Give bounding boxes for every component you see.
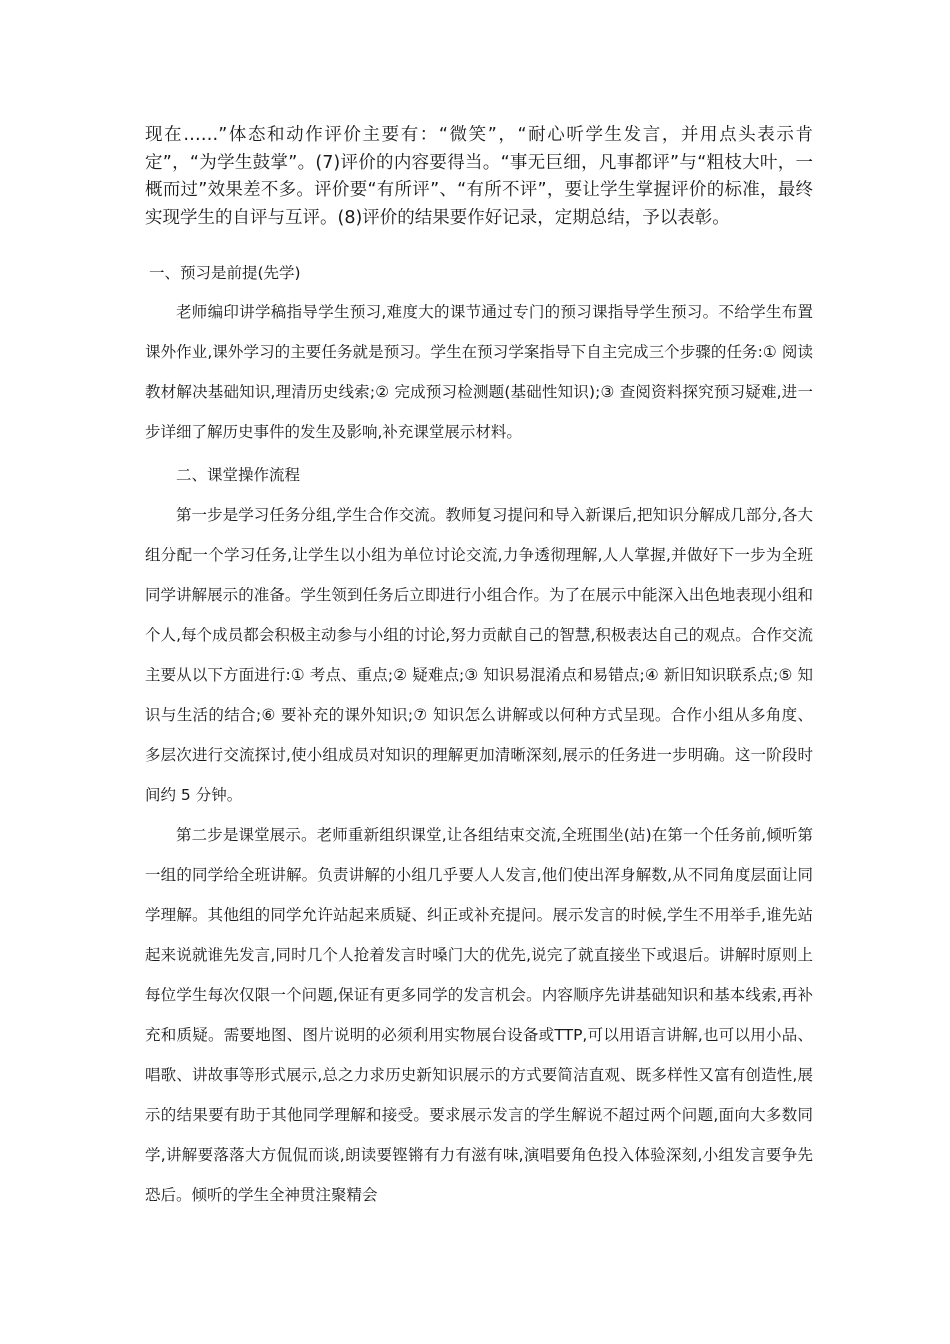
intro-paragraph: 现在……”体态和动作评价主要有：“微笑”，“耐心听学生发言，并用点头表示肯定”，“为学生鼓掌”。(7)评价的内容要得当。“事无巨细，凡事都评”与“粗枝大叶，一概而过”效果差不多。评价要“有所评”、“有所不评”，要让学生掌握评价的标准，最终实现学生的自评与互评。(8)评价的结果要作好记录，定期总结，予以表彰。 xyxy=(145,125,813,228)
section-heading-classroom-flow: 二、课堂操作流程 xyxy=(176,466,301,484)
step1-paragraph: 第一步是学习任务分组,学生合作交流。教师复习提问和导入新课后,把知识分解成几部分,各大组分配一个学习任务,让学生以小组为单位讨论交流,力争透彻理解,人人掌握,并做好下一步为全班同学讲解展示的准备。学生领到任务后立即进行小组合作。为了在展示中能深入出色地表现小组和个人,每个成员都会积极主动参与小组的讨论,努力贡献自己的智慧,积极表达自己的观点。合作交流主要从以下方面进行:① 考点、重点;② 疑难点;③ 知识易混淆点和易错点;④ 新旧知识联系点;⑤ 知识与生活的结合;⑥ 要补充的课外知识;⑦ 知识怎么讲解或以何种方式呈现。合作小组从多角度、多层次进行交流探讨,使小组成员对知识的理解更加清晰深刻,展示的任务进一步明确。这一阶段时间约 5 分钟。 xyxy=(145,506,813,804)
section-heading-preview: 一、预习是前提(先学) xyxy=(149,264,301,282)
preview-paragraph: 老师编印讲学稿指导学生预习,难度大的课节通过专门的预习课指导学生预习。不给学生布置课外作业,课外学习的主要任务就是预习。学生在预习学案指导下自主完成三个步骤的任务:① 阅读教材解决基础知识,理清历史线索;② 完成预习检测题(基础性知识);③ 查阅资料探究预习疑难,进一步详细了解历史事件的发生及影响,补充课堂展示材料。 xyxy=(145,303,813,441)
step2-paragraph: 第二步是课堂展示。老师重新组织课堂,让各组结束交流,全班围坐(站)在第一个任务前,倾听第一组的同学给全班讲解。负责讲解的小组几乎要人人发言,他们使出浑身解数,从不同角度层面让同学理解。其他组的同学允许站起来质疑、纠正或补充提问。展示发言的时候,学生不用举手,谁先站起来说就谁先发言,同时几个人抢着发言时嗓门大的优先,说完了就直接坐下或退后。讲解时原则上每位学生每次仅限一个问题,保证有更多同学的发言机会。内容顺序先讲基础知识和基本线索,再补充和质疑。需要地图、图片说明的必须利用实物展台设备或TTP,可以用语言讲解,也可以用小品、唱歌、讲故事等形式展示,总之力求历史新知识展示的方式要简洁直观、既多样性又富有创造性,展示的结果要有助于其他同学理解和接受。要求展示发言的学生解说不超过两个问题,面向大多数同学,讲解要落落大方侃侃而谈,朗读要铿锵有力有滋有味,演唱要角色投入体验深刻,小组发言要争先恐后。倾听的学生全神贯注聚精会 xyxy=(145,826,813,1204)
